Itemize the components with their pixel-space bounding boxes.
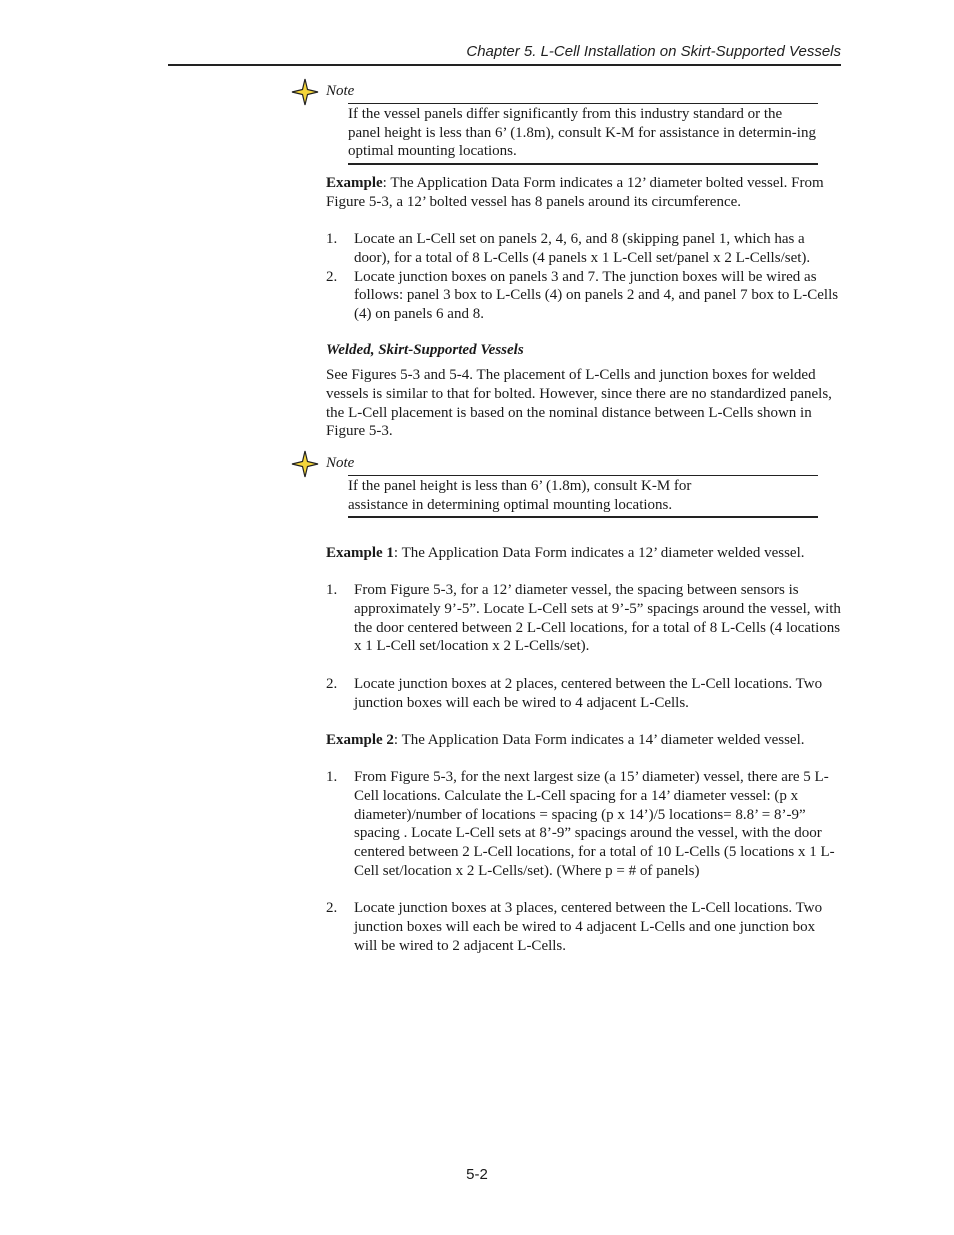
list-text: Locate an L-Cell set on panels 2, 4, 6, and 8 (skipping panel 1, which has a door), for a total of 8 L-Cells (4 panels x 1 L-Cell set/panel x 2 L-Cells/set). [354, 231, 811, 266]
steps-list [326, 675, 842, 713]
section-paragraph-block [326, 366, 842, 441]
section-paragraph: See Figures 5-3 and 5-4. The placement of L-Cells and junction boxes for welded vessels is similar to that for bolted. However, since there are no standardized panels, the L-Cell placement is based on the nominal distance between L-Cells shown in Figure 5-3. [326, 367, 832, 440]
section-welded [326, 341, 842, 360]
note-block-1 [326, 82, 842, 165]
list-number: 2. [326, 676, 338, 692]
example-lead: Example 2 [326, 732, 394, 748]
page-number: 5-2 [466, 1166, 488, 1183]
list-number: 1. [326, 231, 338, 247]
example-text: : The Application Data Form indicates a 12’ diameter welded vessel. [393, 545, 805, 561]
list-text: From Figure 5-3, for the next largest size (a 15’ diameter) vessel, there are 5 L-Cell locations. Calculate the L-Cell spacing for a 14’ diameter vessel: (p x diameter)/number of locations = spacing (p x 14’)/5 locations= 8.8’ = 8’-9” spacing . Locate L-Cell sets at 8’-9” spacings around the vessel, with the door centered between 2 L-Cell locations, for a total of 10 L-Cells (5 locations x 1 L-Cell set/location x 2 L-Cells/set). (Where p = # of panels) [354, 769, 835, 879]
steps-example-1 [326, 581, 842, 656]
list-number: 2. [326, 268, 338, 285]
note-box [348, 103, 818, 165]
example-lead: Example [326, 175, 383, 191]
example-text: : The Application Data Form indicates a 14’ diameter welded vessel. [393, 732, 805, 748]
note-label: Note [326, 455, 355, 471]
note-text: If the panel height is less than 6’ (1.8m), consult K-M for assistance in determining optimal mounting locations. [348, 477, 692, 513]
example-paragraph [326, 544, 842, 563]
example-bolted [326, 174, 842, 212]
note-box [348, 475, 818, 519]
list-number: 1. [326, 769, 338, 785]
list-item [326, 581, 842, 656]
list-text: Locate junction boxes on panels 3 and 7. The junction boxes will be wired as follows: panel 3 box to L-Cells (4) on panels 2 and 4, and panel 7 box to L-Cells (4) on panels 6 and 8. [354, 268, 839, 323]
header-rule [168, 64, 841, 66]
list-number: 2. [326, 900, 338, 916]
list-text: Locate junction boxes at 3 places, centered between the L-Cell locations. Two junction boxes will each be wired to 4 adjacent L-Cells and one junction box will be wired to 2 adjacent L-Cells. [354, 900, 823, 954]
list-item [326, 230, 842, 268]
steps-list [326, 768, 842, 881]
steps-list [326, 899, 842, 955]
example-paragraph [326, 174, 842, 212]
list-item [326, 899, 842, 955]
steps-example-2b [326, 899, 842, 955]
note-star-icon [291, 450, 319, 478]
steps-example-2 [326, 768, 842, 881]
note-star-icon [291, 78, 319, 106]
running-head: Chapter 5. L-Cell Installation on Skirt-Supported Vessels [466, 43, 841, 60]
list-item [326, 268, 842, 324]
example-paragraph [326, 731, 842, 750]
list-text: Locate junction boxes at 2 places, centered between the L-Cell locations. Two junction boxes will each be wired to 4 adjacent L-Cells. [354, 676, 823, 711]
example-text: : The Application Data Form indicates a 12’ diameter bolted vessel. From Figure 5-3, a 12’ bolted vessel has 8 panels around its circumference. [326, 175, 824, 210]
list-item [326, 675, 842, 713]
example-2 [326, 731, 842, 750]
steps-list [326, 230, 842, 324]
steps-bolted [326, 230, 842, 324]
steps-list [326, 581, 842, 656]
list-item [326, 768, 842, 881]
note-label: Note [326, 83, 355, 99]
example-1 [326, 544, 842, 563]
note-text: If the vessel panels differ significantly from this industry standard or the panel height is less than 6’ (1.8m), consult K-M for assistance in determin-ing optimal mounting locations. [348, 105, 816, 160]
example-lead: Example 1 [326, 545, 394, 561]
note-block-2 [326, 454, 842, 518]
section-heading: Welded, Skirt-Supported Vessels [326, 342, 524, 358]
steps-example-1b [326, 675, 842, 713]
list-number: 1. [326, 582, 338, 598]
list-text: From Figure 5-3, for a 12’ diameter vessel, the spacing between sensors is approximately 9’-5”. Locate L-Cell sets at 9’-5” spacings around the vessel, with the door centered between 2 L-Cell locations, for a total of 8 L-Cells (4 locations x 1 L-Cell set/location x 2 L-Cells/set). [354, 582, 841, 655]
